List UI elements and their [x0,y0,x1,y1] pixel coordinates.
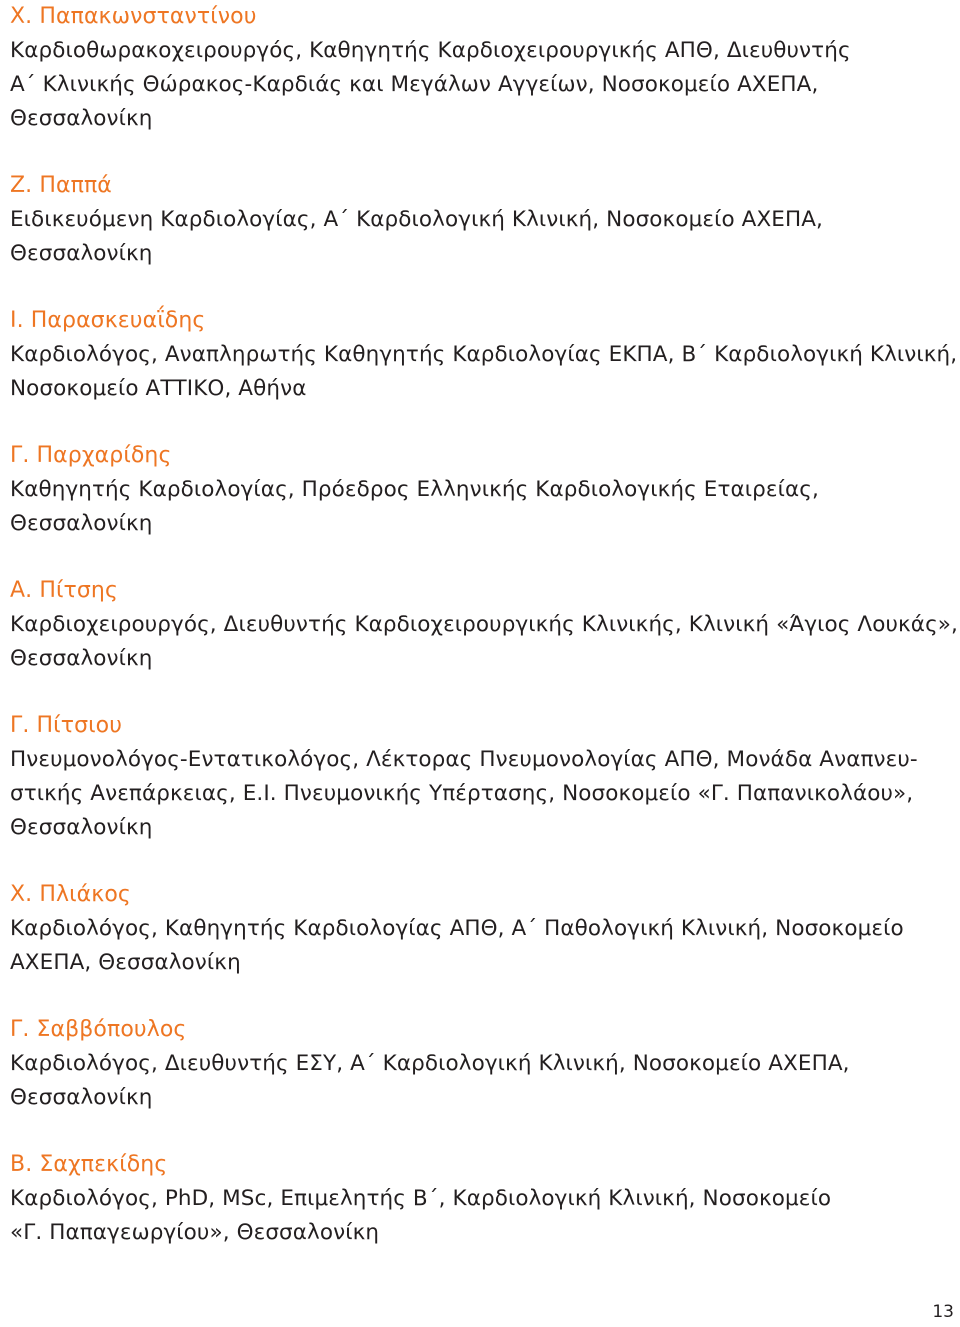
entry-spacer [10,845,940,878]
entry-name: Ι. Παρασκευαΐδης [10,308,206,333]
entry-name: Γ. Παρχαρίδης [10,443,172,468]
entry-spacer [10,541,940,574]
entry-description-line: Θεσσαλονίκη [10,1085,153,1110]
entry-parcharidis [10,439,940,541]
entry-pliakos [10,878,940,980]
contributors-list [10,0,958,1250]
entry-spacer [10,676,940,709]
entry-description-line: Καρδιολόγος, Αναπληρωτής Καθηγητής Καρδιολογίας ΕΚΠΑ, Β΄ Καρδιολογική Κλινική, [10,342,958,367]
entry-name: Γ. Πίτσιου [10,713,123,738]
entry-paraskevaidis [10,304,958,406]
entry-description-line: Θεσσαλονίκη [10,511,153,536]
entry-pitsiou [10,709,940,845]
entry-name: Α. Πίτσης [10,578,118,603]
entry-description-line: Α΄ Κλινικής Θώρακος-Καρδιάς και Μεγάλων Αγγείων, Νοσοκομείο ΑΧΕΠΑ, [10,72,819,97]
entry-name: Χ. Παπακωνσταντίνου [10,4,257,29]
entry-description-line: Θεσσαλονίκη [10,106,153,131]
entry-description-line: Θεσσαλονίκη [10,241,153,266]
entry-spacer [10,1115,940,1148]
entry-name: Γ. Σαββόπουλος [10,1017,187,1042]
entry-spacer [10,406,940,439]
entry-pappa [10,169,940,271]
entry-description-line: Θεσσαλονίκη [10,646,153,671]
entry-description-line: στικής Ανεπάρκειας, Ε.Ι. Πνευμονικής Υπέρτασης, Νοσοκομείο «Γ. Παπανικολάου», [10,781,914,806]
entry-spacer [10,136,940,169]
entry-pitsis [10,574,958,676]
entry-description-line: «Γ. Παπαγεωργίου», Θεσσαλονίκη [10,1220,380,1245]
entry-description-line: Ειδικευόμενη Καρδιολογίας, Α΄ Καρδιολογική Κλινική, Νοσοκομείο ΑΧΕΠΑ, [10,207,823,232]
entry-savvopoulos [10,1013,940,1115]
entry-spacer [10,271,940,304]
entry-description-line: Πνευμονολόγος-Εντατικολόγος, Λέκτορας Πνευμονολογίας ΑΠΘ, Μονάδα Αναπνευ- [10,747,918,772]
entry-description-line: Καρδιολόγος, PhD, MSc, Επιμελητής Β΄, Καρδιολογική Κλινική, Νοσοκομείο [10,1186,832,1211]
entry-description-line: ΑΧΕΠΑ, Θεσσαλονίκη [10,950,241,975]
entry-description-line: Καρδιοθωρακοχειρουργός, Καθηγητής Καρδιοχειρουργικής ΑΠΘ, Διευθυντής [10,38,851,63]
entry-sachpekidis [10,1148,940,1250]
entry-papakonstantinou [10,0,940,136]
entry-name: Β. Σαχπεκίδης [10,1152,168,1177]
entry-description-line: Νοσοκομείο ΑΤΤΙΚΟ, Αθήνα [10,376,307,401]
entry-description-line: Θεσσαλονίκη [10,815,153,840]
entry-description-line: Καρδιολόγος, Καθηγητής Καρδιολογίας ΑΠΘ, Α΄ Παθολογική Κλινική, Νοσοκομείο [10,916,904,941]
entry-name: Χ. Πλιάκος [10,882,131,907]
entry-spacer [10,980,940,1013]
page-number: 13 [932,1302,954,1322]
entry-description-line: Καθηγητής Καρδιολογίας, Πρόεδρος Ελληνικής Καρδιολογικής Εταιρείας, [10,477,819,502]
entry-description-line: Καρδιοχειρουργός, Διευθυντής Καρδιοχειρουργικής Κλινικής, Κλινική «Άγιος Λουκάς», [10,612,958,637]
entry-name: Ζ. Παππά [10,173,112,198]
entry-description-line: Καρδιολόγος, Διευθυντής ΕΣΥ, Α΄ Καρδιολογική Κλινική, Νοσοκομείο ΑΧΕΠΑ, [10,1051,850,1076]
